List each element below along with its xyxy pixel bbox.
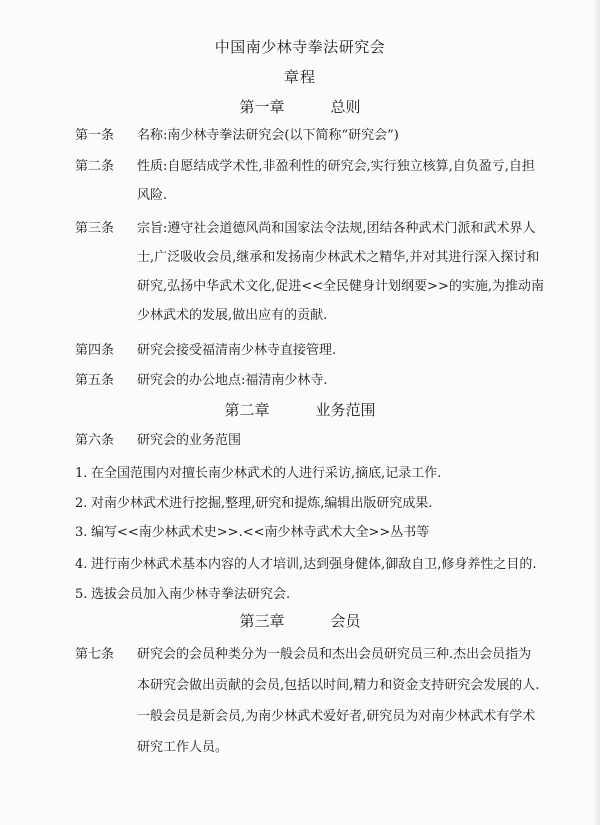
article-4: [75, 336, 336, 365]
article-body: [137, 336, 336, 365]
article-line: 本研究会做出贡献的会员,包括以时间,精力和资金支持研究会发展的人.: [137, 678, 540, 693]
scope-item-number: 1.: [75, 466, 88, 481]
scope-item: [75, 521, 429, 540]
article-7: [75, 639, 539, 763]
scope-item-text: 进行南少林武术基本内容的人才培训,达到强身健体,御敌自卫,修身养性之目的.: [91, 557, 537, 572]
scope-item-text: 对南少林武术进行挖掘,整理,研究和提炼,编辑出版研究成果.: [91, 496, 433, 511]
chapter-title: 总则: [330, 98, 361, 116]
scope-item: [75, 462, 441, 481]
article-line: 研究会的办公地点:福清南少林寺.: [137, 373, 328, 388]
chapter-1-heading: [0, 96, 600, 117]
article-line: 研究会的业务范围: [137, 433, 242, 448]
article-line: 士,广泛吸收会员,继承和发扬南少林武术之精华,并对其进行深入探讨和: [137, 250, 540, 265]
article-label: 第二条: [75, 159, 115, 174]
article-label: 第七条: [75, 647, 115, 662]
article-line: 研究会的会员种类分为一般会员和杰出会员研究员三种.杰出会员指为: [137, 647, 532, 662]
document-title: 章程: [283, 68, 316, 86]
article-line: 宗旨:遵守社会道德风尚和国家法令法规,团结各种武术门派和武术界人: [137, 221, 536, 236]
article-label: 第六条: [75, 433, 115, 448]
chapter-2-heading: [0, 399, 600, 420]
article-line: 一般会员是新会员,为南少林武术爱好者,研究员为对南少林武术有学术: [137, 709, 536, 724]
article-3: [75, 214, 544, 330]
article-body: [137, 152, 535, 210]
article-body: [137, 639, 539, 763]
scope-item-number: 5.: [75, 587, 88, 602]
scope-item: [75, 583, 290, 602]
article-line: 研究工作人员。: [137, 740, 229, 755]
article-label: 第一条: [75, 128, 115, 143]
chapter-number: 第二章: [224, 401, 270, 419]
article-label: 第三条: [75, 221, 115, 236]
article-body: [137, 214, 544, 330]
article-line: 性质:自愿结成学术性,非盈利性的研究会,实行独立核算,自负盈亏,自担: [137, 159, 535, 174]
article-5: [75, 366, 328, 395]
article-body: [137, 426, 241, 455]
chapter-number: 第三章: [239, 612, 285, 630]
article-body: [137, 366, 328, 395]
article-label: 第五条: [75, 373, 115, 388]
chapter-3-heading: [0, 610, 600, 631]
article-label: 第四条: [75, 343, 115, 358]
scope-item: [75, 553, 537, 572]
article-2: [75, 152, 535, 210]
article-line: 研究,弘扬中华武术文化,促进<<全民健身计划纲要>>的实施,为推动南: [137, 279, 544, 294]
chapter-number: 第一章: [239, 98, 285, 116]
article-line: 研究会接受福清南少林寺直接管理.: [137, 343, 337, 358]
scope-item-text: 在全国范围内对擅长南少林武术的人进行采访,摘底,记录工作.: [91, 466, 442, 481]
scope-item-number: 3.: [75, 525, 88, 540]
scope-item-text: 编写<<南少林武术史>>.<<南少林寺武术大全>>丛书等: [91, 525, 430, 540]
article-6: [75, 426, 241, 455]
article-line: 少林武术的发展,做出应有的贡献.: [137, 308, 328, 323]
article-line: 名称:南少林寺拳法研究会(以下简称“研究会”): [137, 128, 399, 143]
chapter-title: 会员: [330, 612, 361, 630]
article-1: [75, 121, 399, 150]
scope-item-text: 选拔会员加入南少林寺拳法研究会.: [91, 587, 291, 602]
organization-title: 中国南少林寺拳法研究会: [214, 38, 386, 56]
scope-item-number: 4.: [75, 557, 88, 572]
scope-item: [75, 492, 433, 511]
scope-item-number: 2.: [75, 496, 88, 511]
article-body: [137, 121, 399, 150]
article-line: 风险.: [137, 188, 168, 203]
chapter-title: 业务范围: [315, 401, 376, 419]
